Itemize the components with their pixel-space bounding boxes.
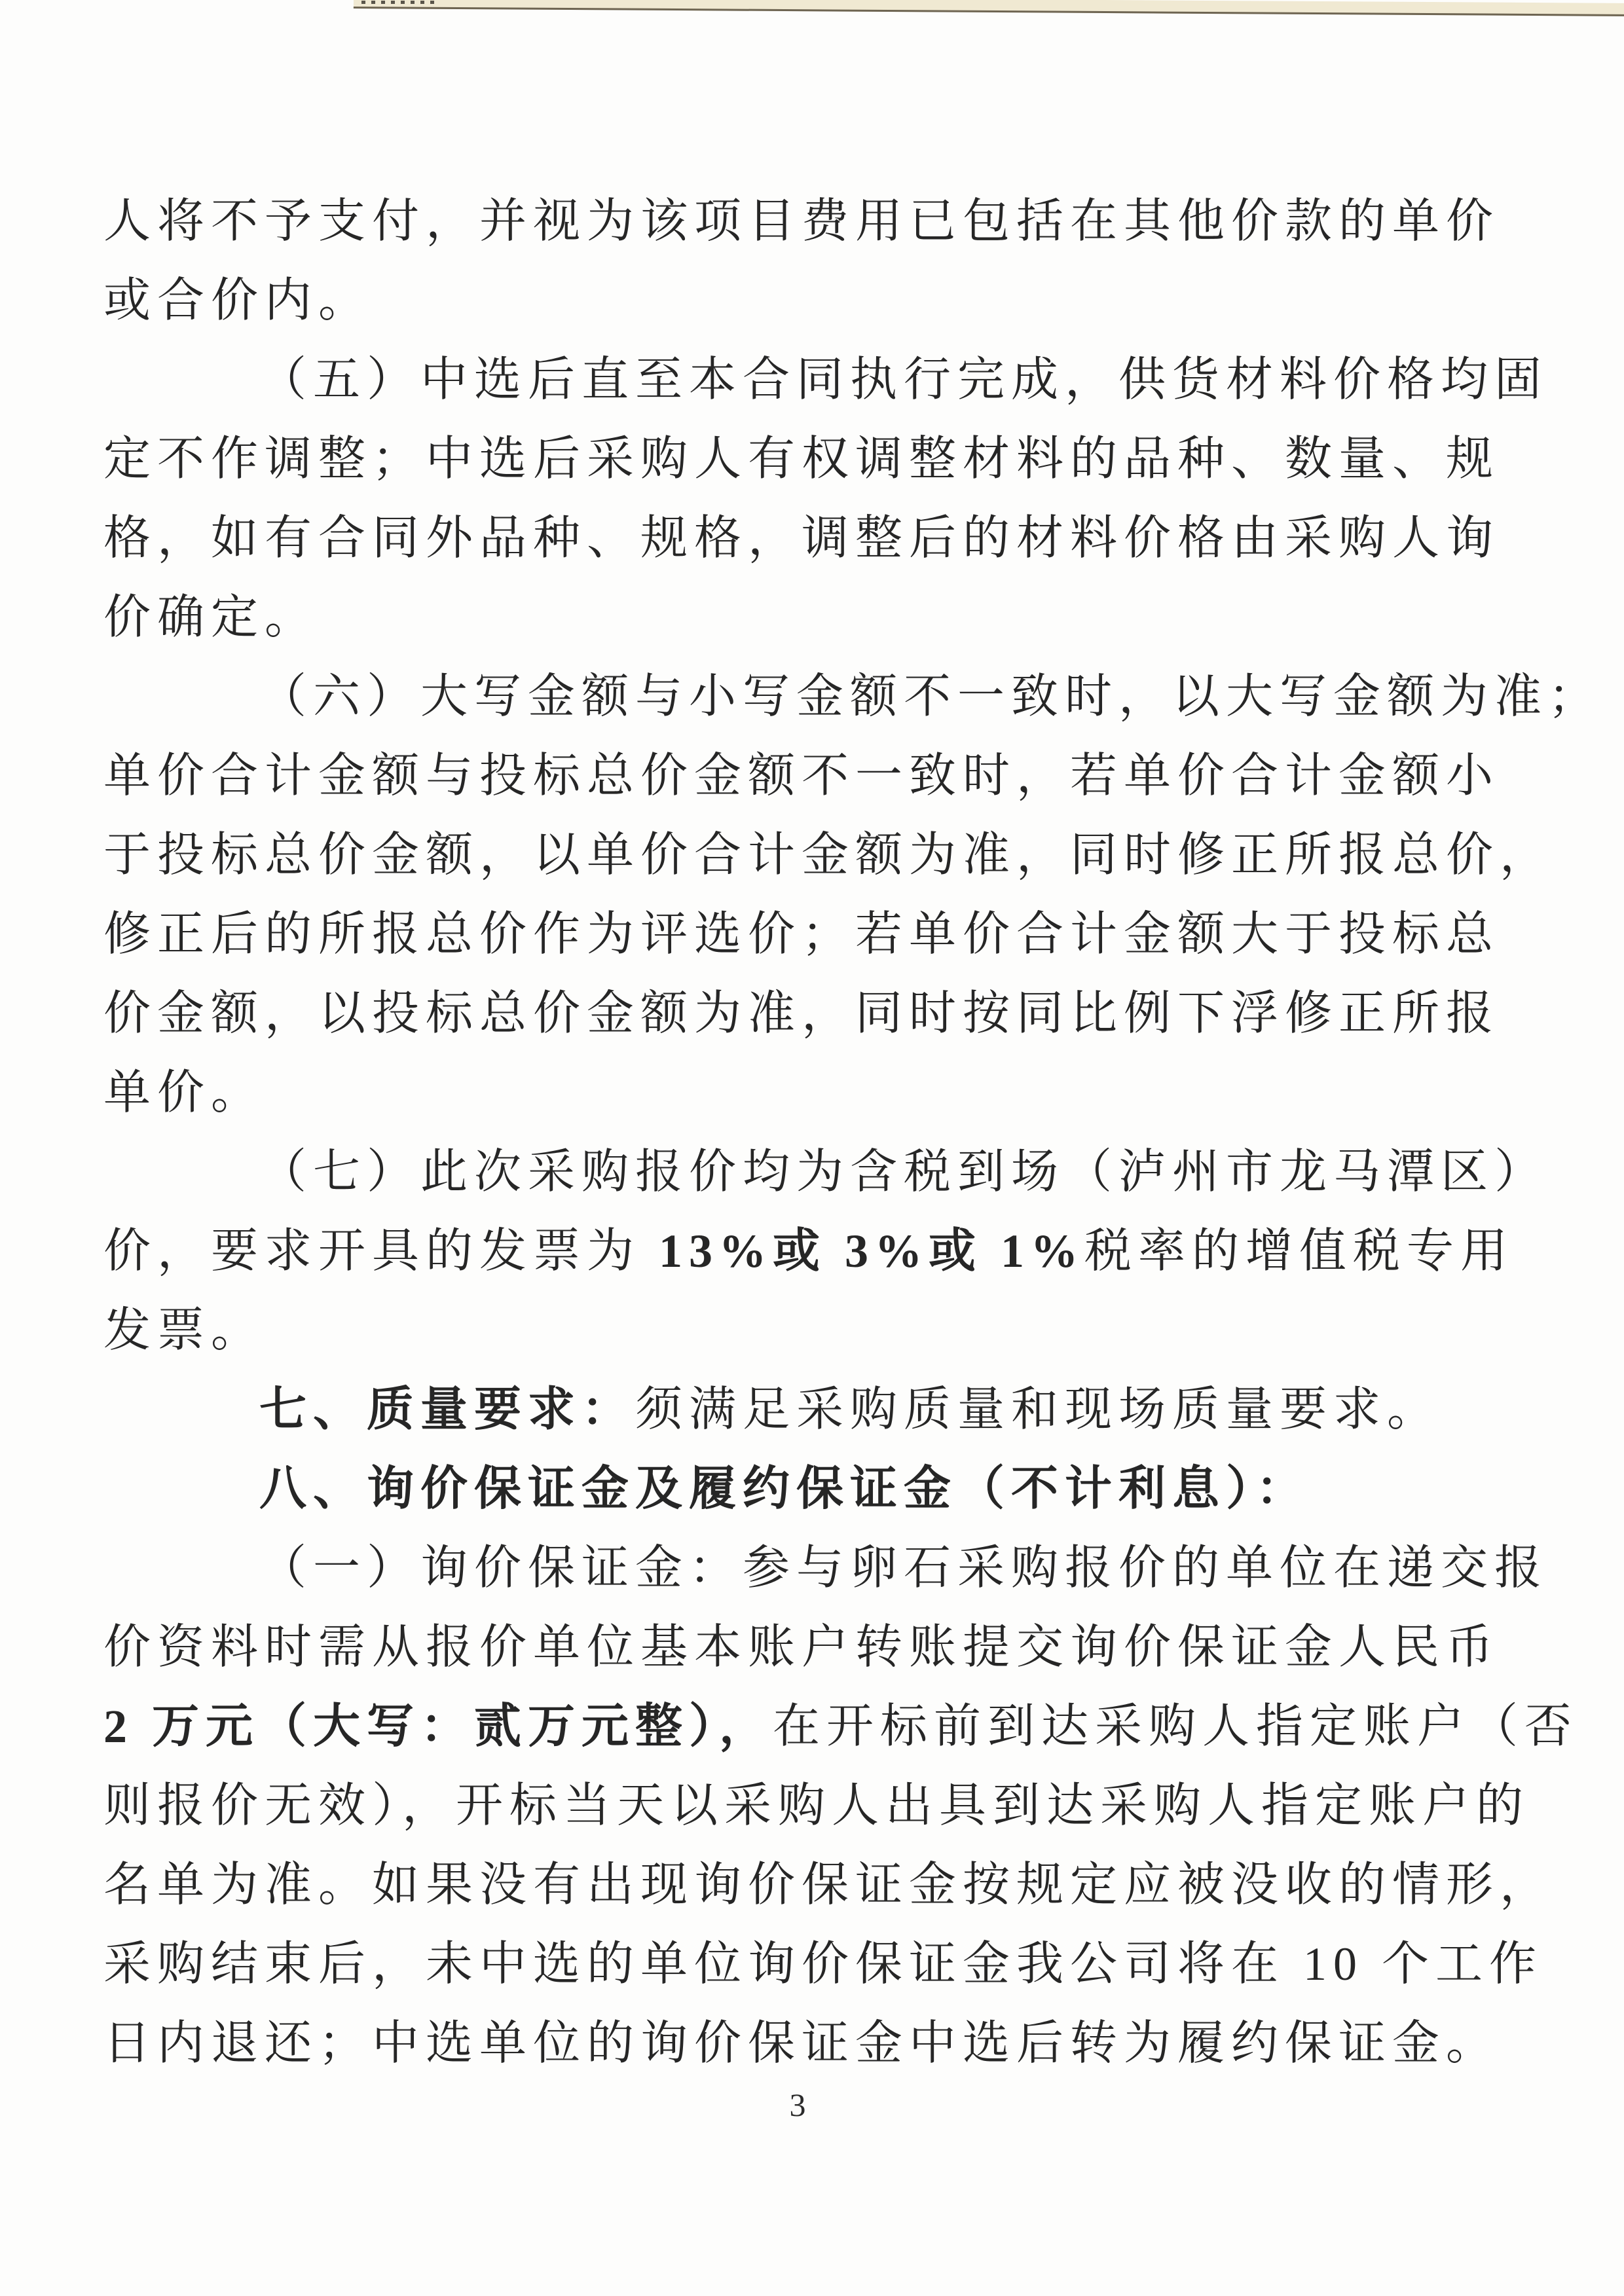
bold-text-segment: 13%或 3%或 1% <box>659 1225 1085 1277</box>
text-line <box>103 1370 1538 1449</box>
text-segment: 格，如有合同外品种、规格，调整后的材料价格由采购人询 <box>103 512 1500 564</box>
text-segment: 修正后的所报总价作为评选价；若单价合计金额大于投标总 <box>103 908 1500 960</box>
text-line <box>103 974 1538 1053</box>
text-segment: （五）中选后直至本合同执行完成，供货材料价格均固 <box>259 354 1549 406</box>
bold-heading-segment: 八、询价保证金及履约保证金（不计利息）： <box>259 1463 1310 1515</box>
text-line <box>103 2004 1538 2083</box>
document-body <box>103 182 1602 2083</box>
text-line <box>103 1925 1543 2004</box>
text-line <box>103 1846 1554 1925</box>
text-segment: 价资料时需从报价单位基本账户转账提交询价保证金人民币 <box>103 1621 1500 1673</box>
text-line <box>103 737 1538 816</box>
text-line <box>103 1687 1579 1766</box>
text-segment: 单价合计金额与投标总价金额不一致时，若单价合计金额小 <box>103 750 1500 802</box>
text-line <box>103 578 1538 657</box>
text-line <box>103 1529 1549 1608</box>
text-segment: 名单为准。如果没有出现询价保证金按规定应被没收的情形， <box>103 1859 1554 1911</box>
text-segment: 在开标前到达采购人指定账户（否 <box>773 1700 1579 1753</box>
text-segment: 则报价无效），开标当天以采购人出具到达采购人指定账户的 <box>103 1779 1530 1832</box>
text-segment: 税率的增值税专用 <box>1084 1225 1515 1277</box>
text-line <box>103 895 1538 974</box>
text-segment: （七）此次采购报价均为含税到场（泸州市龙马潭区） <box>259 1146 1549 1198</box>
text-line <box>103 1449 1538 1529</box>
scan-edge-ticks <box>361 1 440 4</box>
text-segment: 价确定。 <box>103 591 319 644</box>
text-line <box>103 1766 1538 1846</box>
text-segment: （六）大写金额与小写金额不一致时，以大写金额为准； <box>259 670 1602 723</box>
text-line <box>103 499 1538 578</box>
text-line <box>103 182 1538 261</box>
text-segment: 价金额，以投标总价金额为准，同时按同比例下浮修正所报 <box>103 987 1500 1040</box>
text-segment: （一）询价保证金：参与卵石采购报价的单位在递交报 <box>259 1542 1549 1594</box>
text-segment: 须满足采购质量和现场质量要求。 <box>635 1383 1441 1436</box>
bold-heading-segment: 七、质量要求： <box>259 1383 636 1436</box>
text-line <box>103 816 1554 895</box>
text-segment: 发票。 <box>103 1304 265 1357</box>
page-number: 3 <box>789 2086 806 2123</box>
text-line <box>103 420 1538 499</box>
text-segment: 单价。 <box>103 1066 265 1119</box>
bold-text-segment: 2 万元（大写：贰万元整）， <box>103 1700 773 1753</box>
text-segment: 或合价内。 <box>103 274 373 327</box>
text-segment: 采购结束后，未中选的单位询价保证金我公司将在 10 个工作 <box>103 1938 1543 1990</box>
text-line <box>103 1053 1538 1133</box>
text-line <box>103 1291 1538 1370</box>
text-line <box>103 1133 1549 1212</box>
text-line <box>103 340 1549 420</box>
text-line <box>103 657 1602 737</box>
text-segment: 价，要求开具的发票为 <box>103 1225 659 1277</box>
text-segment: 定不作调整；中选后采购人有权调整材料的品种、数量、规 <box>103 433 1500 485</box>
scan-edge-artifact <box>354 0 1624 16</box>
text-line <box>103 1212 1538 1291</box>
text-line <box>103 261 1538 340</box>
text-segment: 人将不予支付，并视为该项目费用已包括在其他价款的单价 <box>103 195 1500 247</box>
text-line <box>103 1608 1538 1687</box>
text-segment: 日内退还；中选单位的询价保证金中选后转为履约保证金。 <box>103 2017 1500 2069</box>
text-segment: 于投标总价金额，以单价合计金额为准，同时修正所报总价， <box>103 829 1554 881</box>
